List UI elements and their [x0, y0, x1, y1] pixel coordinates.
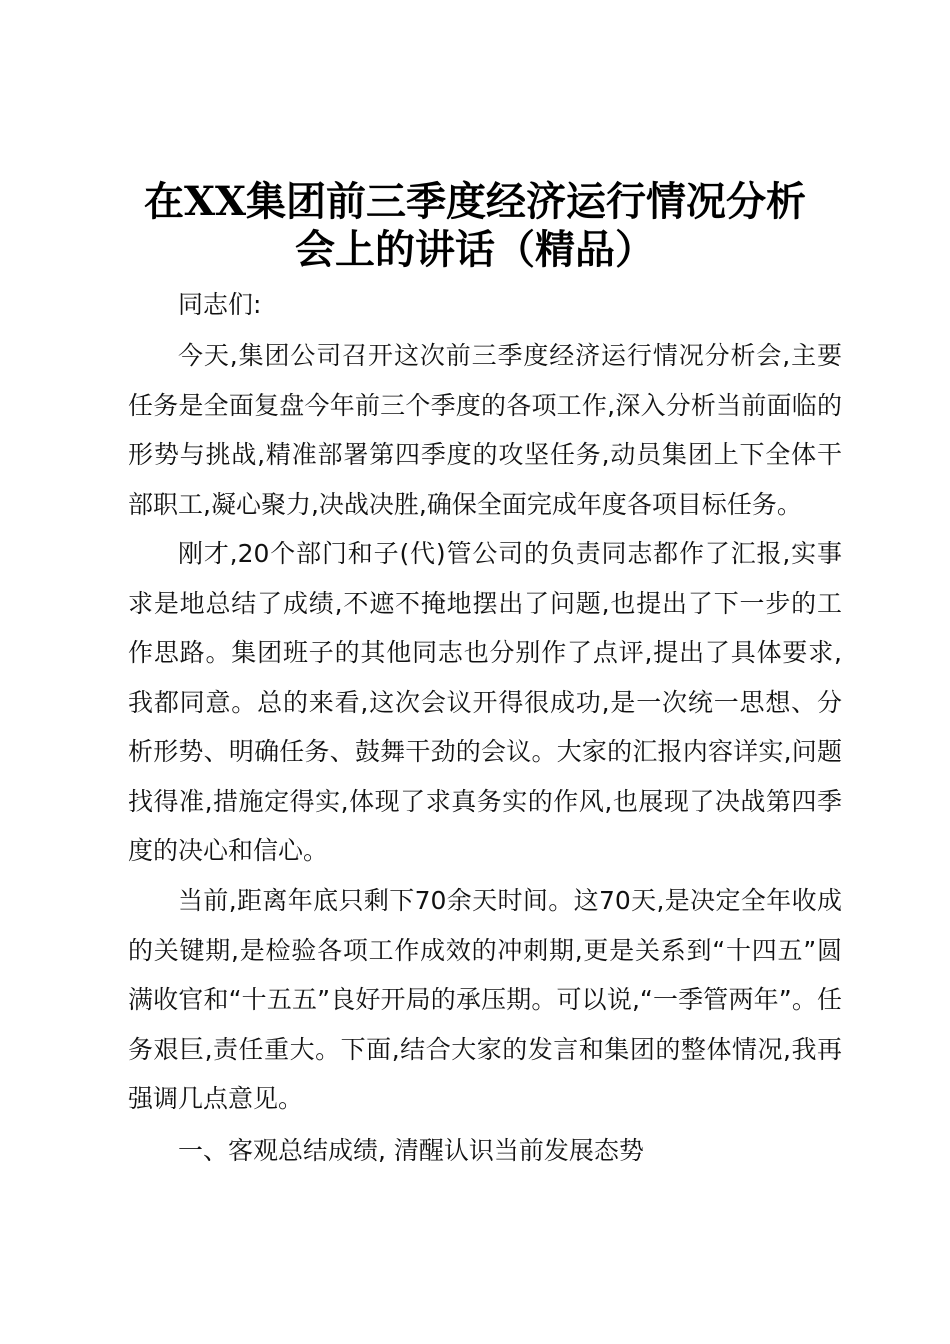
section-heading-1: 一、客观总结成绩, 清醒认识当前发展态势 [178, 1136, 644, 1165]
paragraph-1: 今天,集团公司召开这次前三季度经济运行情况分析会,主要任务是全面复盘今年前三个季度的各项工作,深入分析当前面临的形势与挑战,精准部署第四季度的攻坚任务,动员集团上下全体干部职工,凝心聚力,决战决胜,确保全面完成年度各项目标任务。 [128, 341, 842, 519]
greeting: 同志们: [178, 290, 262, 319]
paragraph-2: 刚才,20个部门和子(代)管公司的负责同志都作了汇报,实事求是地总结了成绩,不遮不掩地摆出了问题,也提出了下一步的工作思路。集团班子的其他同志也分别作了点评,提出了具体要求,我都同意。总的来看,这次会议开得很成功,是一次统一思想、分析形势、明确任务、鼓舞干劲的会议。大家的汇报内容详实,问题找得准,措施定得实,体现了求真务实的作风,也展现了决战第四季度的决心和信心。 [128, 539, 842, 865]
title-line-2: 会上的讲话（精品） [295, 226, 655, 273]
document-title [120, 178, 830, 274]
title-line-1: 在XX集团前三季度经济运行情况分析 [143, 178, 807, 225]
paragraph-3: 当前,距离年底只剩下70余天时间。这70天,是决定全年收成的关键期,是检验各项工作成效的冲刺期,更是关系到“十四五”圆满收官和“十五五”良好开局的承压期。可以说,“一季管两年”。任务艰巨,责任重大。下面,结合大家的发言和集团的整体情况,我再强调几点意见。 [128, 886, 842, 1113]
